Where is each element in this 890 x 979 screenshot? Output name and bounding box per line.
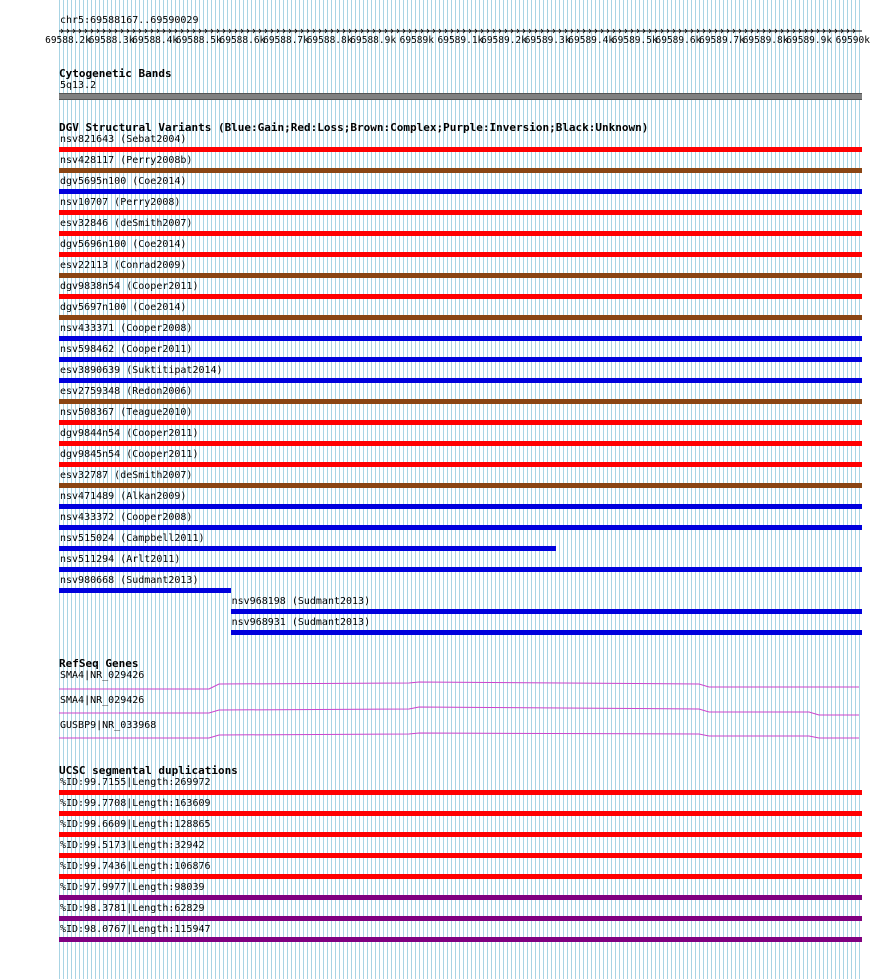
region-label: chr5:69588167..69590029 <box>60 15 199 26</box>
dgv-variant-label: esv32846 (deSmith2007) <box>60 218 193 229</box>
ruler-tick-label: 69589.7k <box>699 35 745 46</box>
dgv-variant-label: nsv821643 (Sebat2004) <box>60 134 187 145</box>
segdup-bar[interactable] <box>59 937 862 942</box>
segdup-bar[interactable] <box>59 790 862 795</box>
ruler-tick-label: 69589.8k <box>742 35 789 46</box>
segdup-label: %ID:99.6609|Length:128865 <box>60 819 211 830</box>
dgv-variant-label: nsv968931 (Sudmant2013) <box>231 617 371 628</box>
refseq-gene-model[interactable] <box>59 682 859 689</box>
refseq-gene-label: SMA4|NR_029426 <box>60 695 145 706</box>
refseq-gene-model[interactable] <box>59 707 859 715</box>
dgv-variant-label: dgv5695n100 (Coe2014) <box>60 176 187 187</box>
refseq-gene-label: SMA4|NR_029426 <box>60 670 145 681</box>
segdup-bar[interactable] <box>59 916 862 921</box>
ruler-tick-label: 69589k <box>399 35 434 46</box>
refseq-gene-model[interactable] <box>59 733 859 738</box>
segdup-label: %ID:97.9977|Length:98039 <box>60 882 205 893</box>
cytoband-track-title: Cytogenetic Bands <box>59 67 172 80</box>
segdup-bar[interactable] <box>59 853 862 858</box>
dgv-variant-label: nsv515024 (Campbell2011) <box>60 533 205 544</box>
dgv-variant-label: nsv980668 (Sudmant2013) <box>60 575 199 586</box>
segdup-label: %ID:98.3781|Length:62829 <box>60 903 205 914</box>
segdup-label: %ID:99.7708|Length:163609 <box>60 798 211 809</box>
segdup-label: %ID:99.5173|Length:32942 <box>60 840 205 851</box>
dgv-variant-label: nsv433372 (Cooper2008) <box>60 512 193 523</box>
ruler-tick-label: 69588.2k <box>45 35 91 46</box>
dgv-variant-label: dgv5696n100 (Coe2014) <box>60 239 187 250</box>
refseq-track-title: RefSeq Genes <box>59 657 139 670</box>
ruler-tick-label: 69588.6k <box>219 35 266 46</box>
ruler-tick-label: 69588.9k <box>350 35 397 46</box>
dgv-variant-label: dgv9845n54 (Cooper2011) <box>60 449 199 460</box>
dgv-variant-label: dgv5697n100 (Coe2014) <box>60 302 187 313</box>
ruler-tick-label: 69589.2k <box>481 35 527 46</box>
ruler-tick-label: 69588.5k <box>175 35 222 46</box>
segdup-track-title: UCSC segmental duplications <box>59 764 238 777</box>
dgv-variant-label: nsv10707 (Perry2008) <box>60 197 181 208</box>
segdup-bar[interactable] <box>59 811 862 816</box>
dgv-variant-label: esv2759348 (Redon2006) <box>60 386 193 397</box>
ruler-tick-label: 69588.8k <box>306 35 353 46</box>
ruler-tick-label: 69589.5k <box>611 35 658 46</box>
segdup-label: %ID:99.7155|Length:269972 <box>60 777 211 788</box>
cytoband-label: 5q13.2 <box>60 80 97 91</box>
dgv-variant-label: nsv428117 (Perry2008b) <box>60 155 193 166</box>
segdup-bar[interactable] <box>59 832 862 837</box>
ruler-tick-label: 69589.6k <box>655 35 702 46</box>
dgv-variant-label: dgv9838n54 (Cooper2011) <box>60 281 199 292</box>
dgv-variant-label: nsv471489 (Alkan2009) <box>60 491 187 502</box>
ruler-tick-label: 69588.4k <box>132 35 179 46</box>
refseq-gene-label: GUSBP9|NR_033968 <box>60 720 157 731</box>
dgv-variant-label: esv22113 (Conrad2009) <box>60 260 187 271</box>
ruler-tick-label: 69589.9k <box>786 35 833 46</box>
dgv-track-title: DGV Structural Variants (Blue:Gain;Red:Loss;Brown:Complex;Purple:Inversion;Black:Unknown) <box>59 121 649 134</box>
ruler-tick-label: 69588.3k <box>88 35 135 46</box>
ruler-tick-label: 69588.7k <box>263 35 309 46</box>
ruler-tick-label: 69589.4k <box>568 35 615 46</box>
dgv-variant-label: esv32787 (deSmith2007) <box>60 470 193 481</box>
dgv-variant-label: nsv968198 (Sudmant2013) <box>231 596 371 607</box>
dgv-variant-label: nsv433371 (Cooper2008) <box>60 323 193 334</box>
ruler-tick-label: 69590k <box>835 35 870 46</box>
ruler-tick-label: 69589.1k <box>437 35 484 46</box>
segdup-bar[interactable] <box>59 874 862 879</box>
dgv-variant-label: esv3890639 (Suktitipat2014) <box>60 365 223 376</box>
ruler-tick-label: 69589.3k <box>524 35 571 46</box>
dgv-variant-label: dgv9844n54 (Cooper2011) <box>60 428 199 439</box>
dgv-variant-label: nsv511294 (Arlt2011) <box>60 554 181 565</box>
segdup-bar[interactable] <box>59 895 862 900</box>
segdup-label: %ID:98.0767|Length:115947 <box>60 924 211 935</box>
dgv-variant-label: nsv598462 (Cooper2011) <box>60 344 193 355</box>
dgv-variant-label: nsv508367 (Teague2010) <box>60 407 193 418</box>
segdup-label: %ID:99.7436|Length:106876 <box>60 861 211 872</box>
